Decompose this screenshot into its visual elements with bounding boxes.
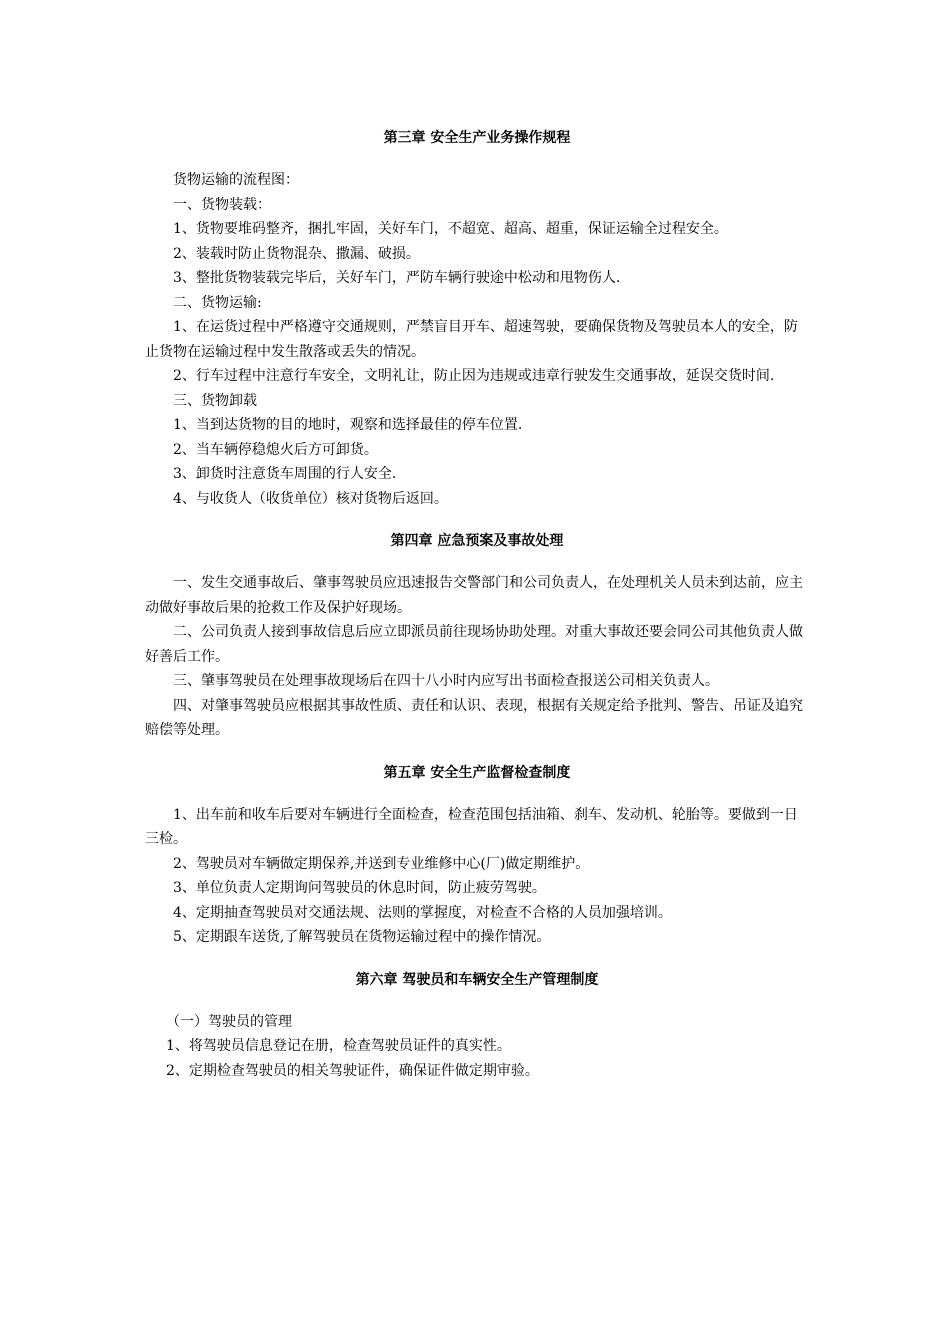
paragraph: 2、驾驶员对车辆做定期保养,并送到专业维修中心(厂)做定期维护。 xyxy=(173,855,590,872)
paragraph: 5、定期跟车送货,了解驾驶员在货物运输过程中的操作情况。 xyxy=(173,929,551,945)
paragraph: 3、卸货时注意货车周围的行人安全. xyxy=(173,466,397,482)
chapter-3-title: 第三章 安全生产业务操作规程 xyxy=(383,130,571,146)
chapter-5-title: 第五章 安全生产监督检查制度 xyxy=(383,764,571,781)
paragraph: 二、货物运输: xyxy=(173,294,262,311)
paragraph: 四、对肇事驾驶员应根据其事故性质、责任和认识、表现，根据有关规定给予批判、警告、吊证及追究赔偿等处理。 xyxy=(145,697,803,738)
paragraph: 3、单位负责人定期询问驾驶员的休息时间，防止疲劳驾驶。 xyxy=(173,880,546,896)
paragraph: 4、与收货人（收货单位）核对货物后返回。 xyxy=(173,490,448,507)
paragraph: 1、出车前和收车后要对车辆进行全面检查，检查范围包括油箱、刹车、发动机、轮胎等。要做到一日三检。 xyxy=(145,806,798,847)
paragraph: 4、定期抽查驾驶员对交通法规、法则的掌握度，对检查不合格的人员加强培训。 xyxy=(173,904,672,921)
paragraph: 2、当车辆停稳熄火后方可卸货。 xyxy=(173,441,378,458)
paragraph: （一）驾驶员的管理 xyxy=(166,1013,292,1030)
paragraph: 三、货物卸载 xyxy=(173,392,257,409)
document-body xyxy=(145,128,809,1083)
paragraph: 1、货物要堆码整齐，捆扎牢固，关好车门，不超宽、超高、超重，保证运输全过程安全。 xyxy=(173,221,728,237)
paragraph: 1、当到达货物的目的地时，观察和选择最佳的停车位置. xyxy=(173,417,523,433)
chapter-6-title: 第六章 驾驶员和车辆安全生产管理制度 xyxy=(355,971,599,988)
paragraph: 1、在运货过程中严格遵守交通规则，严禁盲目开车、超速驾驶，要确保货物及驾驶员本人的安全，防止货物在运输过程中发生散落或丢失的情况。 xyxy=(145,319,798,360)
paragraph: 一、货物装载： xyxy=(173,196,271,213)
paragraph: 1、将驾驶员信息登记在册，检查驾驶员证件的真实性。 xyxy=(166,1038,511,1054)
chapter-4-title: 第四章 应急预案及事故处理 xyxy=(390,533,564,549)
paragraph: 3、整批货物装载完毕后，关好车门，严防车辆行驶途中松动和甩物伤人. xyxy=(173,270,621,286)
paragraph: 2、行车过程中注意行车安全，文明礼让，防止因为违规或违章行驶发生交通事故，延误交货时间. xyxy=(173,368,775,384)
paragraph: 二、公司负责人接到事故信息后应立即派员前往现场协助处理。对重大事故还要会同公司其他负责人做好善后工作。 xyxy=(145,624,803,665)
paragraph: 2、定期检查驾驶员的相关驾驶证件，确保证件做定期审验。 xyxy=(166,1062,539,1079)
paragraph: 一、发生交通事故后、肇事驾驶员应迅速报告交警部门和公司负责人，在处理机关人员未到达前，应主动做好事故后果的抢救工作及保护好现场。 xyxy=(145,575,803,616)
paragraph: 货物运输的流程图： xyxy=(173,172,299,188)
paragraph: 三、肇事驾驶员在处理事故现场后在四十八小时内应写出书面检查报送公司相关负责人。 xyxy=(173,673,719,689)
paragraph: 2、装载时防止货物混杂、撒漏、破损。 xyxy=(173,245,420,262)
